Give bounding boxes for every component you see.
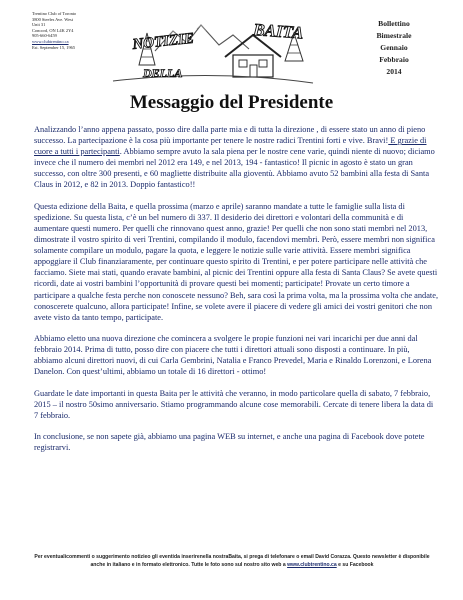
- issue-line-bimestrale: Bimestrale: [376, 31, 412, 40]
- club-name: Trentino Club of Toronto: [32, 11, 77, 16]
- issue-month-gennaio: Gennaio: [380, 43, 408, 52]
- paragraph-4: Guardate le date importanti in questa Baita per le attività che veranno, in modo particolare quella di sabato, 7 febbraio, 2015 – il nostro 50simo anniversario. Stiamo programmando alcune cose memorabili. Cercate di tenere libera la data di 7 febbraio.: [34, 388, 434, 420]
- notizie-della-baita-logo: [103, 5, 323, 93]
- paragraph-1: [34, 124, 439, 191]
- club-phone: 905-660-6459: [32, 33, 57, 39]
- footer-website-link[interactable]: www.clubtrentino.ca: [287, 562, 337, 569]
- club-address-line2: Unit 31: [32, 22, 46, 28]
- paragraph-2: Questa edizione della Baita, e quella prossima (marzo e aprile) saranno mandate a tutte le famiglie sulla lista di spedizione. Su questa lista, c’è un bel numero di 337. Il desiderio dei direttori e volontari della communità e di aumentare questi numero. Per quelli che rinnovano quest anno, grazie! Per quelli che non sono stati membri nel 2013, dimostrate il vostro spirito di veri Trentini, compilando il modulo, facendovi membri. Però, essere membri non significa solamente compilare un modulo, pagare la quota, e leggere le notizie sulle varie attività. Essere membri significa appoggiare il Club finanziaramente, per continuare questo spirito di Trentini, e per potere participare nelle attività che facciamo. Siete mai stati, quando eravate bambini, al picnic dei Trentini oppure alla festa di Santa Claus? Se avete questi ricordi, date ai vostri bambini l’opportunità di provare questi bei momenti; participate! Provate un certo timore a participare a qualche festa perche non conoscete nessuno? Beh, sara così la prima volta, ma la prossima volta che andate, conoscerete qualcuno, allora participate! Infine, se volete avere il piacere di vedere gli amici dei vostri genitori che non avete visto da tanto tempo, participate.: [34, 201, 439, 322]
- paragraph-1-part-b: . Abbiamo sempre avuto la sala piena per le nostre cene varie, quindi niente di nuovo; diciamo invece che il numero dei membri nel 2012 era 149, e nel 2013, 194 - fantastico! Il picnic in agosto è stato un gran successo, con oltre 300 presenti, e 60 magliette distribuite alla gioventù. Abbiamo avuto 52 bambini alla festa di Santa Claus in 2012, e 82 in 2013. Doppio fantastico!!: [34, 147, 435, 190]
- club-address-line1: 3800 Steeles Ave. West: [32, 16, 73, 22]
- club-city: Concord, ON L4K 2Y4: [32, 27, 74, 33]
- paragraph-3: Abbiamo eletto una nuova direzione che comincera a svolgere le propie funzioni nei vari incarichi per due anni dal febbraio 2014. Prima di tutto, posso dire con piacere che tutti i direttori attuali sono disposti a continuare. In più, abbiamo alcuni direttori nuovi, di cui Carla Gembrini, Natalia e Franco Prevedel, Maria e Rinaldo Lorenzoni, e Lorena Danelon. Con quest’ultimi, abbiamo un totale di 16 direttori - ottimo!: [34, 333, 432, 377]
- footer-note: [30, 553, 434, 570]
- club-established: Est. September 15, 1965: [32, 44, 76, 50]
- logo-word-notizie: NOTIZIE: [131, 30, 195, 53]
- footer-text: Per eventualicommenti o suggerimento notizieo gli eventida inserirenella nostraBaita, si prega di telefonare o email David Corazza. Questo newsletter è disponibile anche in italiano e in formato elettronico. Tutte le foto sono sul nostro sito web a: [34, 554, 430, 569]
- issue-year: 2014: [386, 67, 402, 76]
- paragraph-5: In conclusione, se non sapete già, abbiamo una pagina WEB su internet, e anche una pagina di Facebook dove potete registrarvi.: [34, 432, 425, 453]
- footer-suffix: e su Facebook: [336, 562, 374, 569]
- logo-word-della: DELLA: [143, 66, 183, 80]
- club-website[interactable]: www.clubtrentino.ca: [32, 38, 69, 44]
- page-title: Messaggio del Presidente: [129, 92, 334, 113]
- paragraph-1-part-a: Analizzando l’anno appena passato, posso dire dalla parte mia e di tutta la direzione , di essere stato un anno di pieno successo. La partecipazione è la cosa più importante per tenere le nostre radici Trentini forti e vive. Bravi!: [34, 125, 426, 146]
- issue-month-febbraio: Febbraio: [379, 55, 409, 64]
- logo-word-baita: BAITA: [252, 20, 305, 43]
- paragraph-1-underlined-thanks: E grazie di cuore a tutti i partecipanti: [34, 136, 427, 157]
- issue-info: [353, 18, 435, 78]
- issue-line-bollettino: Bollettino: [378, 19, 410, 28]
- article-body: [34, 124, 439, 463]
